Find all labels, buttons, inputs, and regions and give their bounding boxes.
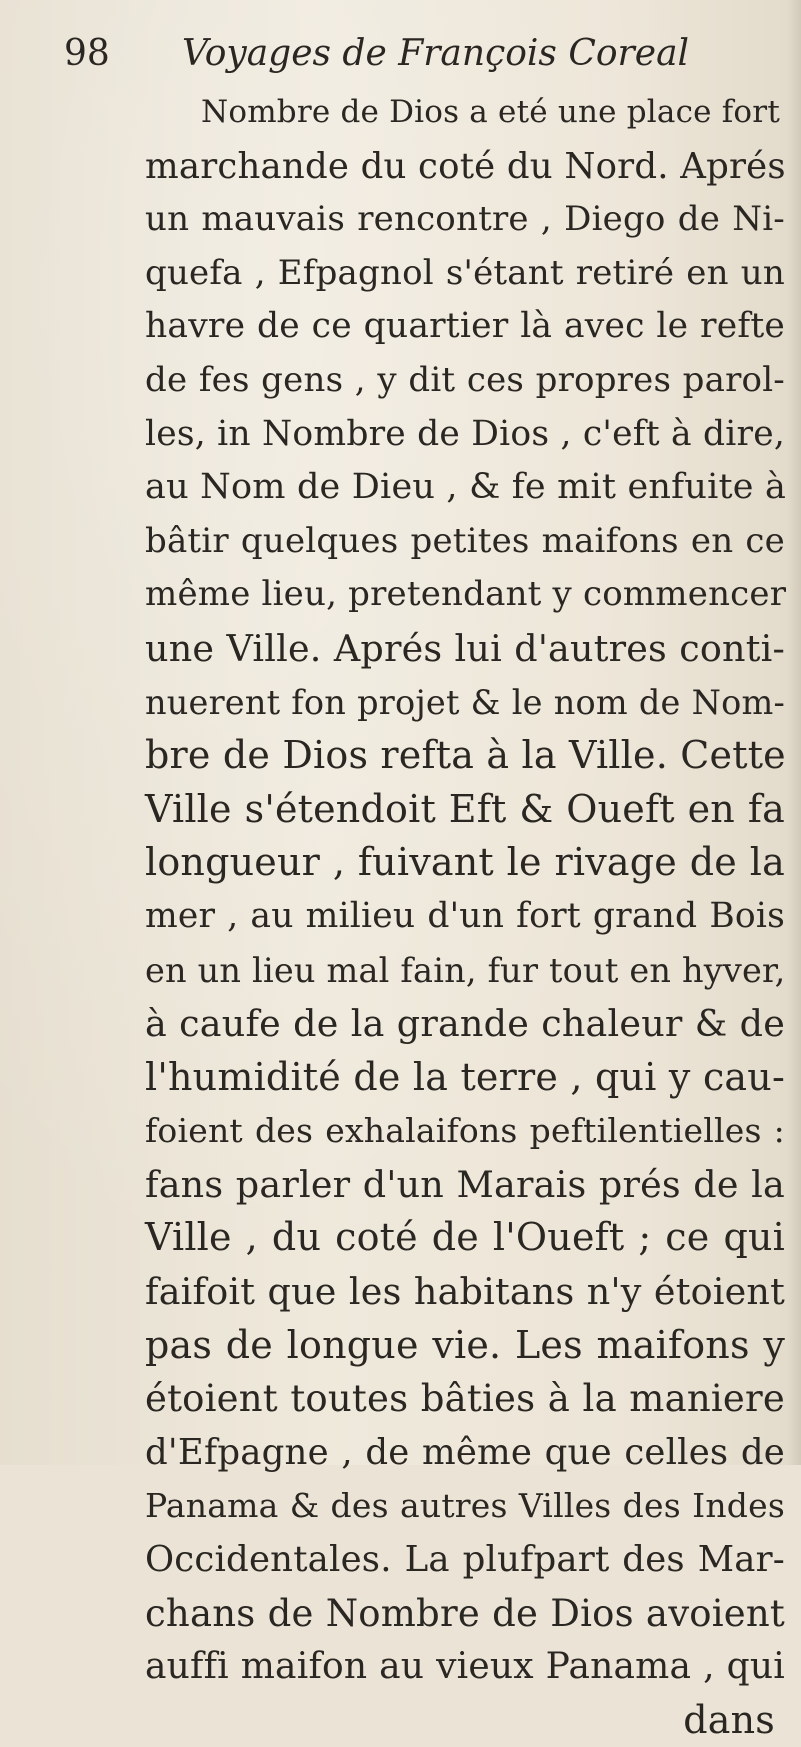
text-line: nuerent fon projet & le nom de Nom-: [145, 682, 785, 722]
text-line: Ville , du coté de l'Oueft ; ce qui: [145, 1215, 785, 1260]
text-line: marchande du coté du Nord. Aprés: [145, 145, 786, 187]
text-line: d'Efpagne , de même que celles de: [145, 1431, 785, 1473]
page-number: 98: [64, 33, 110, 74]
text-line: les, in Nombre de Dios , c'eft à dire,: [145, 413, 785, 454]
text-line: étoient toutes bâties à la maniere: [145, 1377, 785, 1421]
text-line: Nombre de Dios a eté une place fort: [201, 94, 780, 130]
catchword: dans: [683, 1697, 775, 1742]
text-line: même lieu, pretendant y commencer: [145, 574, 787, 615]
text-line: l'humidité de la terre , qui y cau-: [145, 1054, 785, 1099]
text-line: fans parler d'un Marais prés de la: [145, 1162, 785, 1206]
text-line: mer , au milieu d'un fort grand Bois: [145, 895, 785, 936]
page-header: [64, 32, 764, 76]
text-line: chans de Nombre de Dios avoient: [145, 1591, 785, 1635]
text-line: foient des exhalaifons peftilentielles :: [145, 1111, 785, 1151]
text-line: auffi maifon au vieux Panama , qui: [145, 1646, 785, 1688]
text-line: au Nom de Dieu , & fe mit enfuite à: [145, 467, 787, 508]
text-line: à caufe de la grande chaleur & de: [145, 1002, 785, 1046]
text-line: une Ville. Aprés lui d'autres conti-: [145, 626, 785, 670]
text-line: pas de longue vie. Les maifons y: [145, 1322, 785, 1367]
page-edge-shadow: [787, 0, 801, 1465]
text-line: havre de ce quartier là avec le refte: [145, 306, 785, 347]
text-line: bre de Dios refta à la Ville. Cette: [145, 733, 786, 778]
running-title: Voyages de François Coreal: [182, 33, 690, 74]
text-line: Occidentales. La plufpart des Mar-: [145, 1539, 785, 1581]
text-line: en un lieu mal fain, fur tout en hyver,: [145, 950, 786, 990]
text-line: bâtir quelques petites maifons en ce: [145, 520, 785, 561]
text-line: Panama & des autres Villes des Indes: [145, 1486, 785, 1526]
text-line: faifoit que les habitans n'y étoient: [145, 1270, 785, 1314]
text-line: Ville s'étendoit Eft & Oueft en fa: [145, 786, 785, 831]
text-line: un mauvais rencontre , Diego de Ni-: [145, 199, 785, 240]
body-text: [145, 86, 785, 1747]
text-line: longueur , fuivant le rivage de la: [145, 840, 785, 885]
text-line: quefa , Efpagnol s'étant retiré en un: [145, 252, 785, 293]
text-line: de fes gens , y dit ces propres parol-: [145, 359, 785, 400]
